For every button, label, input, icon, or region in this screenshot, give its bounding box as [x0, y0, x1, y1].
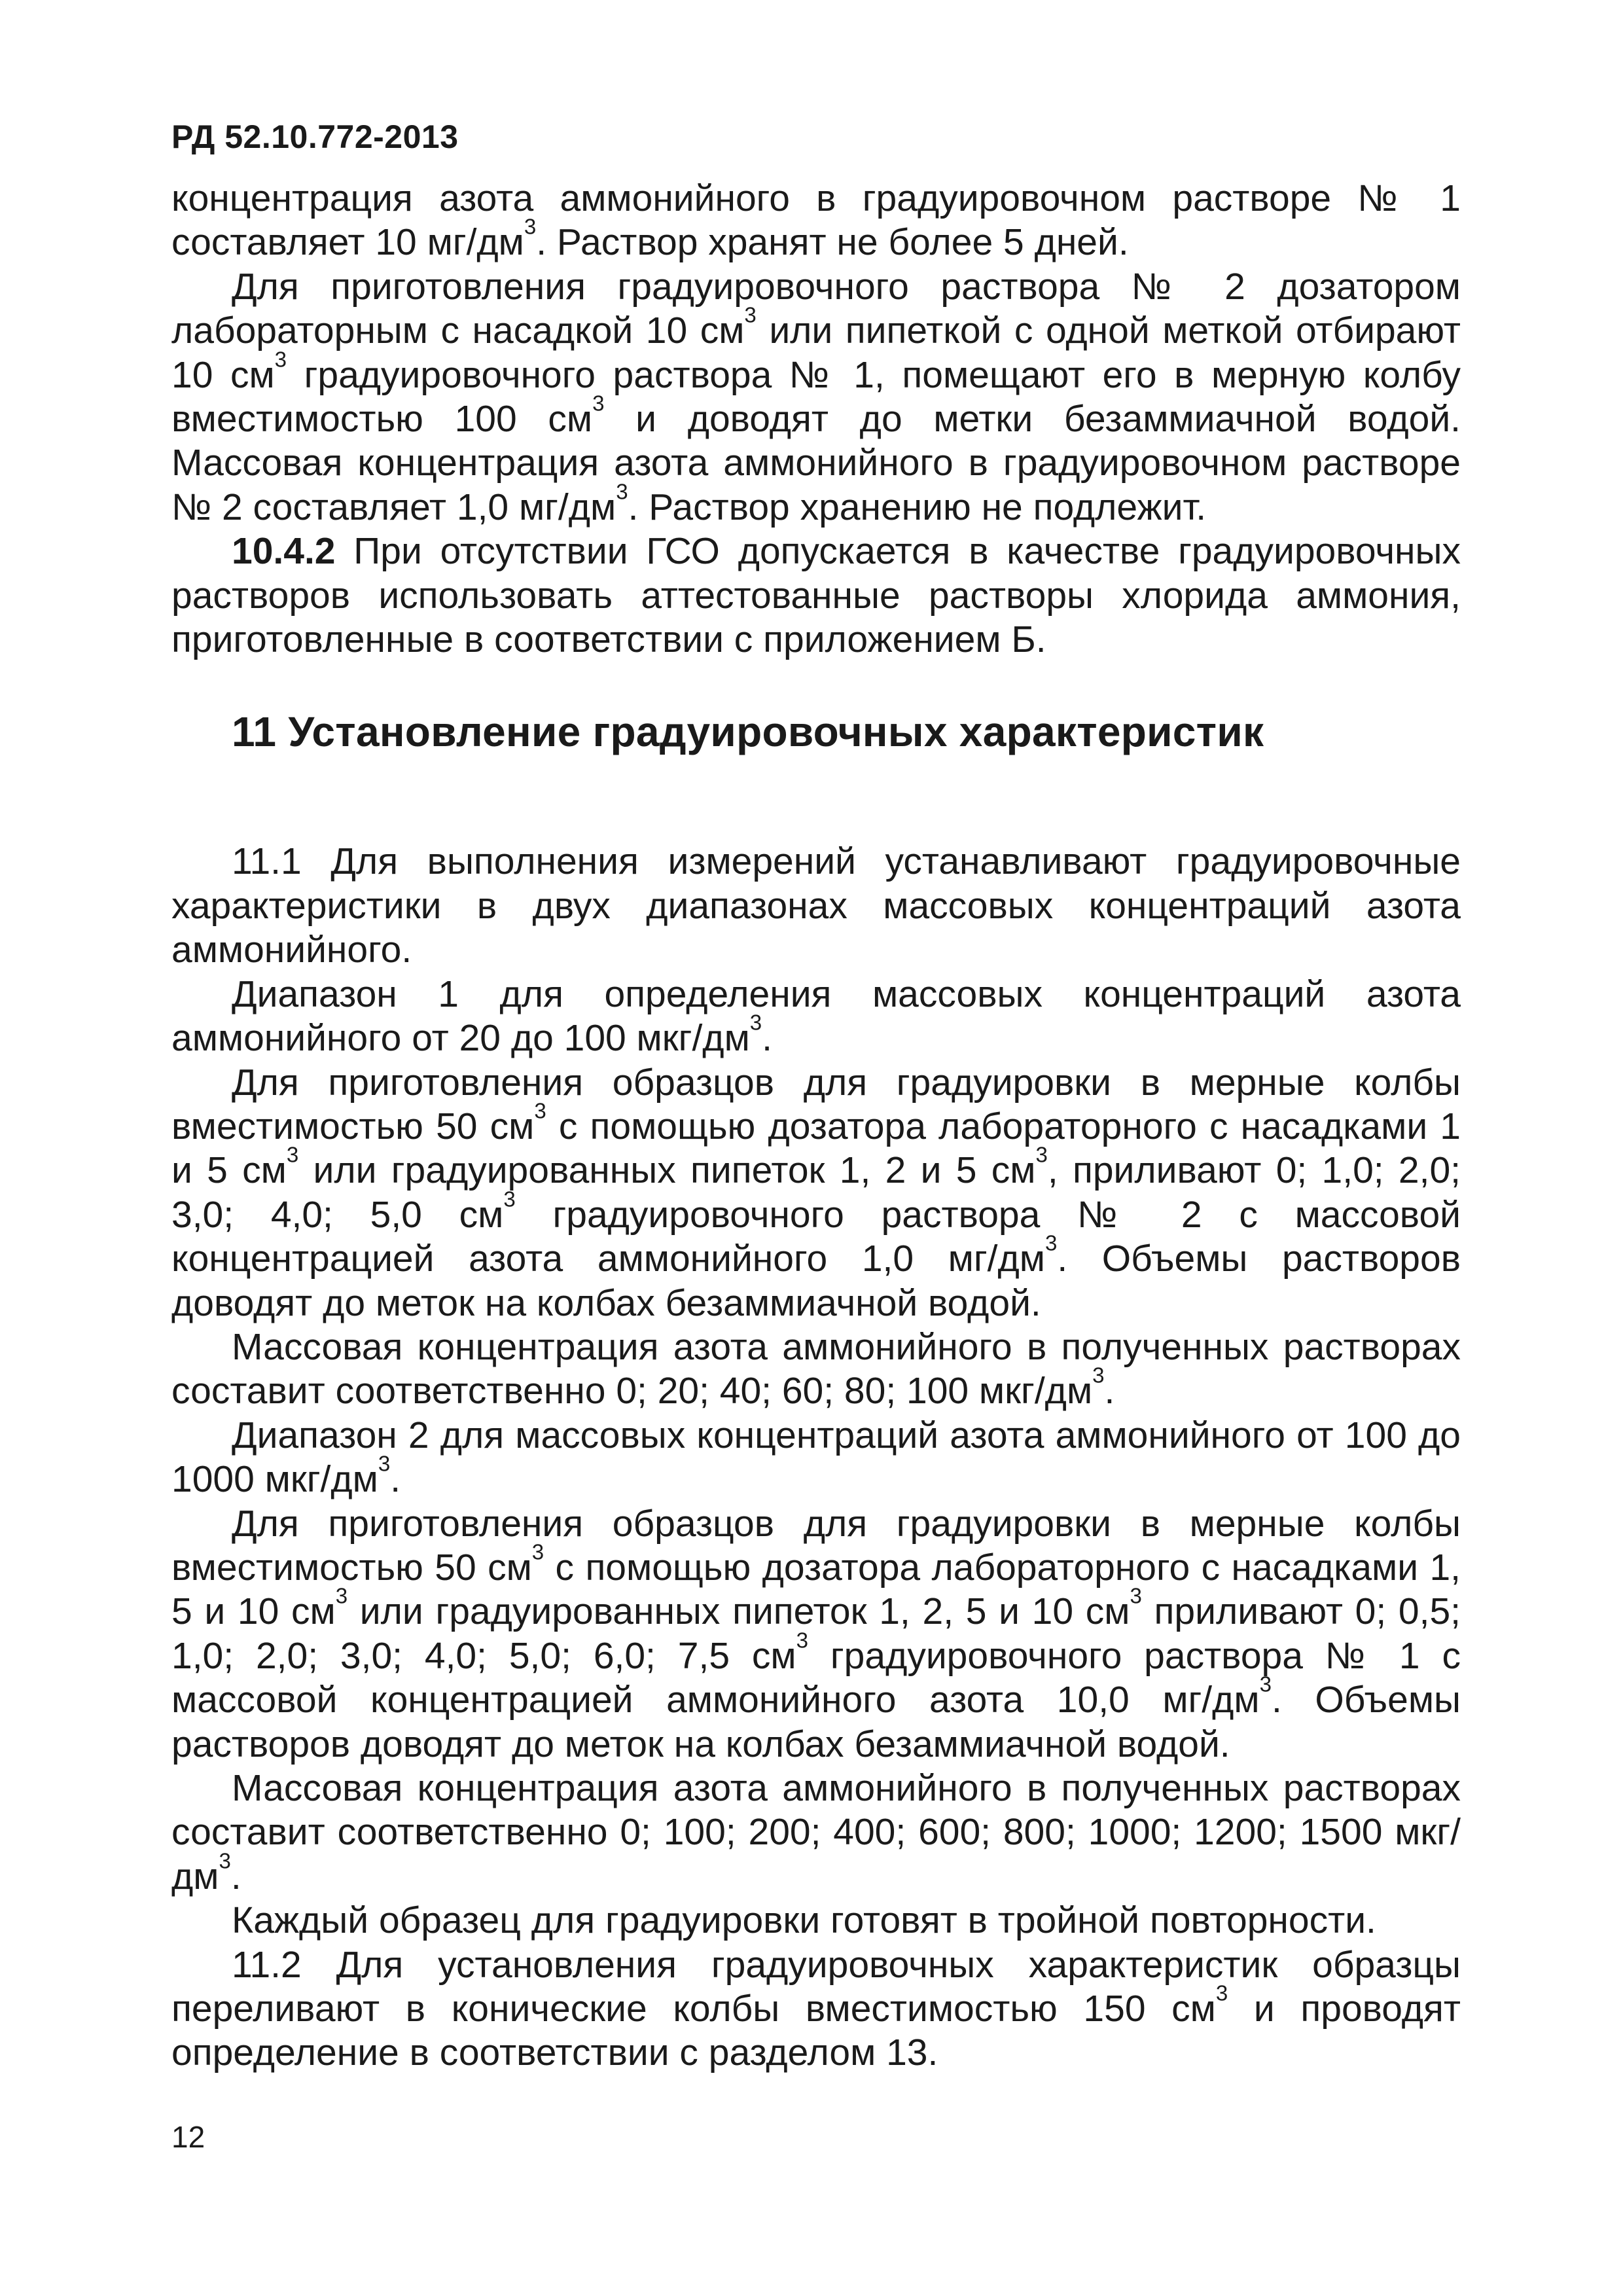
- paragraph: Для приготовления образцов для градуировки в мерные колбы вместимостью 50 $см^3$ с помощью дозатора лабораторного с насадками 1, 5 и 10 $см^3$ или градуированных пипеток 1, 2, 5 и 10 $см^3$ приливают 0; 0,5; 1,0; 2,0; 3,0; 4,0; 5,0; 6,0; 7,5 $см^3$ градуировочного раствора № 1 с массовой концентрацией аммонийного азота 10,0 $мг/дм^3$. Объемы растворов доводят до меток на колбах безаммиачной водой.: [171, 1502, 1461, 1765]
- paragraph: Каждый образец для градуировки готовят в тройной повторности.: [232, 1899, 1376, 1942]
- body-text: [171, 177, 1461, 2075]
- clause-10-4-2: 10.4.2 При отсутствии ГСО допускается в качестве градуировочных растворов использовать аттестованные растворы хлорида аммония, приготовленные в соответствии с приложением Б.: [171, 530, 1461, 661]
- paragraph: Массовая концентрация азота аммонийного в полученных растворах составит соответственно 0; 20; 40; 60; 80; 100 мкг/$дм^3$.: [171, 1325, 1461, 1412]
- clause-11-1: 11.1 Для выполнения измерений устанавливают градуировочные характеристики в двух диапазонах массовых концентраций азота аммонийного.: [171, 840, 1461, 971]
- paragraph: Для приготовления градуировочного раствора № 2 дозатором лабораторным с насадкой 10 $см^3$ или пипеткой с одной меткой отбирают 10 $см^3$ градуировочного раствора № 1, помещают его в мерную колбу вместимостью 100 $см^3$ и доводят до метки безаммиачной водой. Массовая концентрация азота аммонийного в градуировочном растворе № 2 составляет 1,0 $мг/дм^3$. Раствор хранению не подлежит.: [171, 265, 1461, 528]
- section-heading: 11 Установление градуировочных характеристик: [232, 708, 1264, 756]
- paragraph: Для приготовления образцов для градуировки в мерные колбы вместимостью 50 $см^3$ с помощью дозатора лабораторного с насадками 1 и 5 $см^3$ или градуированных пипеток 1, 2 и 5 $см^3$, приливают 0; 1,0; 2,0; 3,0; 4,0; 5,0 $см^3$ градуировочного раствора № 2 с массовой концентрацией азота аммонийного 1,0 $мг/дм^3$. Объемы растворов доводят до меток на колбах безаммиачной водой.: [171, 1061, 1461, 1324]
- paragraph: концентрация азота аммонийного в градуировочном растворе № 1 составляет 10 $мг/дм^3$. Раствор хранят не более 5 дней.: [171, 177, 1461, 264]
- document-code-header: РД 52.10.772-2013: [171, 118, 459, 155]
- paragraph: Диапазон 1 для определения массовых концентраций азота аммонийного от 20 до 100 мкг/$дм^3$.: [171, 973, 1461, 1060]
- paragraph: Массовая концентрация азота аммонийного в полученных растворах составит соответственно 0; 100; 200; 400; 600; 800; 1000; 1200; 1500 мкг/$дм^3$.: [171, 1767, 1461, 1897]
- page-number: 12: [171, 2120, 205, 2154]
- paragraph: Диапазон 2 для массовых концентраций азота аммонийного от 100 до 1000 мкг/$дм^3$.: [171, 1414, 1461, 1501]
- clause-11-2: 11.2 Для установления градуировочных характеристик образцы переливают в конические колбы вместимостью 150 $см^3$ и проводят определение в соответствии с разделом 13.: [171, 1943, 1461, 2074]
